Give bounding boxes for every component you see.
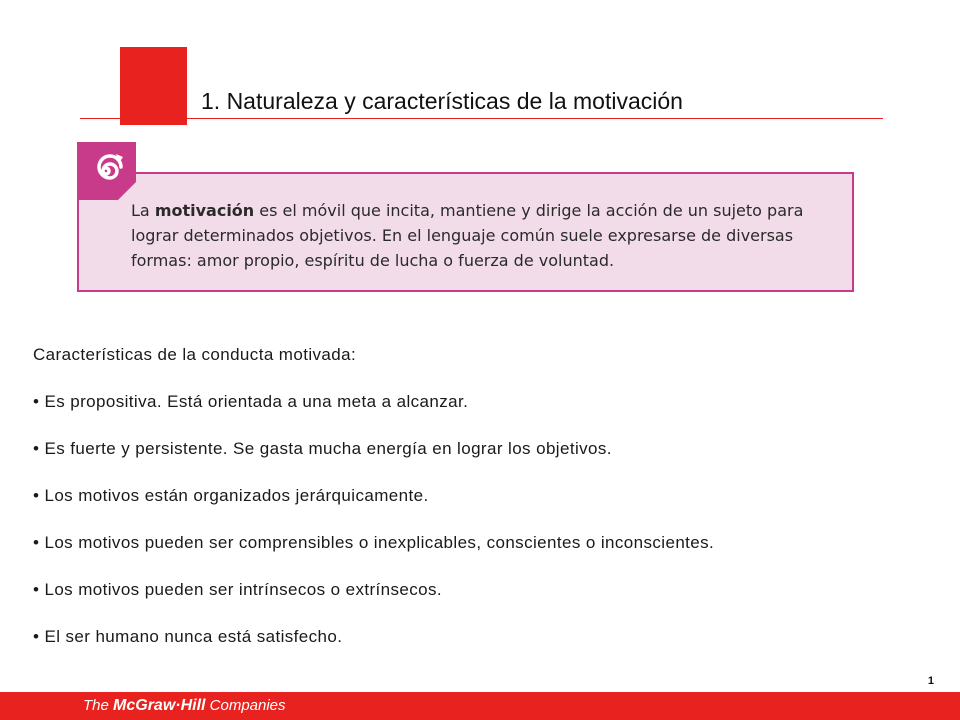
list-item: • Los motivos están organizados jerárquicamente. [33,486,429,505]
brand-name: McGraw·Hill [113,697,206,714]
list-item: • Es fuerte y persistente. Se gasta mucha energía en lograr los objetivos. [33,439,612,458]
spiral-arrow-icon [77,142,136,200]
characteristics-list [33,343,913,649]
list-item: • Es propositiva. Está orientada a una meta a alcanzar. [33,392,469,411]
page-number: 1 [927,675,934,687]
definition-text [131,198,841,273]
brand-prefix: The [83,697,114,714]
brand-suffix: Companies [205,697,286,714]
definition-term: motivación [154,201,255,220]
definition-body: es el móvil que incita, mantiene y dirige la acción de un sujeto para lograr determinados objetivos. En el lenguaje común suele expresarse de diversas formas: amor propio, espíritu de lucha o fuerza de voluntad. [131,201,804,270]
publisher-logo [83,697,286,715]
slide-title: 1. Naturaleza y características de la motivación [201,88,683,114]
title-accent-tab [120,47,187,125]
list-item: • Los motivos pueden ser intrínsecos o extrínsecos. [33,580,443,599]
definition-lead: La [131,201,155,220]
title-underline [80,118,883,119]
list-item: • El ser humano nunca está satisfecho. [33,627,343,646]
list-item: • Los motivos pueden ser comprensibles o inexplicables, conscientes o inconscientes. [33,533,715,552]
characteristics-heading: Características de la conducta motivada: [33,345,357,364]
